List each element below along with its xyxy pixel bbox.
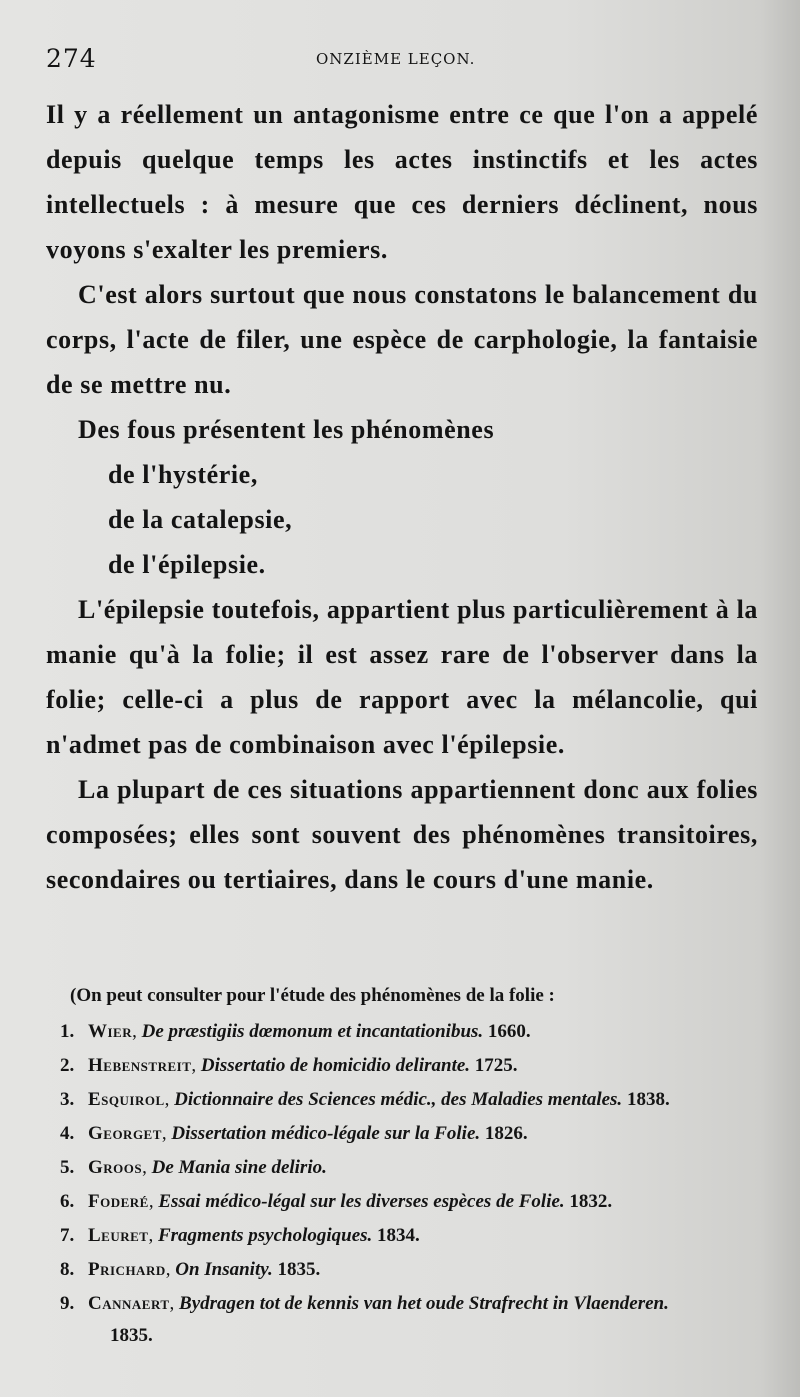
reference-year: 1725. — [474, 1055, 518, 1076]
reference-year: 1835. — [277, 1259, 321, 1280]
reference-item: 3. Esquirol , Dictionnaire des Sciences médic., des Maladies mentales. 1838. — [60, 1089, 670, 1110]
reference-number: 2. — [60, 1055, 75, 1076]
reference-item: 8. Prichard , On Insanity. 1835. — [60, 1259, 321, 1280]
reference-author: Wier — [88, 1021, 133, 1042]
list-item: de la catalepsie, — [108, 505, 293, 534]
reference-title: Fragments psychologiques. — [157, 1225, 373, 1246]
references-intro: (On peut consulter pour l'étude des phénomènes de la folie : — [70, 985, 555, 1006]
reference-author: Hebenstreit — [88, 1055, 192, 1076]
paragraph-1: Il y a réellement un antagonisme entre ce que l'on a appelé depuis quelque temps les actes instinctifs et les actes intellectuels : à mesure que ces derniers déclinent, nous voyons s'exalter les premiers. — [46, 100, 758, 264]
reference-author: Prichard — [88, 1259, 166, 1280]
reference-title: Dissertation médico-légale sur la Folie. — [171, 1123, 481, 1144]
reference-year: 1838. — [626, 1089, 670, 1110]
page-header — [46, 44, 760, 84]
reference-list — [60, 1015, 775, 1321]
reference-author: Esquirol — [88, 1089, 165, 1110]
list-lead: Des fous présentent les phénomènes — [78, 415, 495, 444]
reference-title: Essai médico-légal sur les diverses espèces de Folie. — [158, 1191, 565, 1212]
reference-year: 1826. — [484, 1123, 528, 1144]
reference-title: Dictionnaire des Sciences médic., des Maladies mentales. — [174, 1089, 623, 1110]
reference-continuation: 1835. — [110, 1325, 153, 1346]
reference-author: Cannaert — [88, 1293, 170, 1314]
reference-item: 5. Groos , De Mania sine delirio. — [60, 1157, 327, 1178]
reference-number: 7. — [60, 1225, 75, 1246]
reference-author: Leuret — [88, 1225, 149, 1246]
reference-author: Georget — [88, 1123, 162, 1144]
list-item: de l'hystérie, — [108, 460, 258, 489]
reference-title: De Mania sine delirio. — [151, 1157, 327, 1178]
reference-number: 1. — [60, 1021, 75, 1042]
list-item: de l'épilepsie. — [108, 550, 266, 579]
reference-item: 1. Wier , De præstigiis dœmonum et incantationibus. 1660. — [60, 1021, 531, 1042]
references — [60, 985, 775, 1351]
reference-title: De præstigiis dœmonum et incantationibus. — [141, 1021, 484, 1042]
reference-item: 9. Cannaert , Bydragen tot de kennis van het oude Strafrecht in Vlaenderen. — [60, 1293, 669, 1314]
reference-year: 1660. — [487, 1021, 531, 1042]
reference-title: Bydragen tot de kennis van het oude Strafrecht in Vlaenderen. — [179, 1293, 669, 1314]
paragraph-3: L'épilepsie toutefois, appartient plus particulièrement à la manie qu'à la folie; il est assez rare de l'observer dans la folie; celle-ci a plus de rapport avec la mélancolie, qui n'admet pas de combinaison avec l'épilepsie. — [46, 595, 758, 759]
reference-number: 3. — [60, 1089, 75, 1110]
paragraph-4: La plupart de ces situations appartiennent donc aux folies composées; elles sont souvent des phénomènes transitoires, secondaires ou tertiaires, dans le cours d'une manie. — [46, 775, 758, 894]
reference-item: 2. Hebenstreit , Dissertatio de homicidio delirante. 1725. — [60, 1055, 518, 1076]
reference-title: On Insanity. — [175, 1259, 273, 1280]
reference-author: Foderé — [88, 1191, 149, 1212]
paragraph-2: C'est alors surtout que nous constatons le balancement du corps, l'acte de filer, une espèce de carphologie, la fantaisie de se mettre nu. — [46, 280, 758, 399]
reference-year: 1834. — [377, 1225, 420, 1246]
reference-item: 7. Leuret , Fragments psychologiques. 1834. — [60, 1225, 420, 1246]
reference-number: 5. — [60, 1157, 75, 1178]
body-text — [46, 92, 758, 902]
reference-item: 4. Georget , Dissertation médico-légale sur la Folie. 1826. — [60, 1123, 528, 1144]
reference-author: Groos — [88, 1157, 143, 1178]
reference-title: Dissertatio de homicidio delirante. — [200, 1055, 471, 1076]
reference-number: 8. — [60, 1259, 75, 1280]
reference-item: 6. Foderé , Essai médico-légal sur les diverses espèces de Folie. 1832. — [60, 1191, 613, 1212]
page-number: 274 — [46, 44, 97, 73]
reference-number: 9. — [60, 1293, 75, 1314]
reference-number: 4. — [60, 1123, 75, 1144]
reference-number: 6. — [60, 1191, 75, 1212]
reference-year: 1832. — [569, 1191, 613, 1212]
running-head: ONZIÈME LEÇON. — [316, 50, 476, 68]
